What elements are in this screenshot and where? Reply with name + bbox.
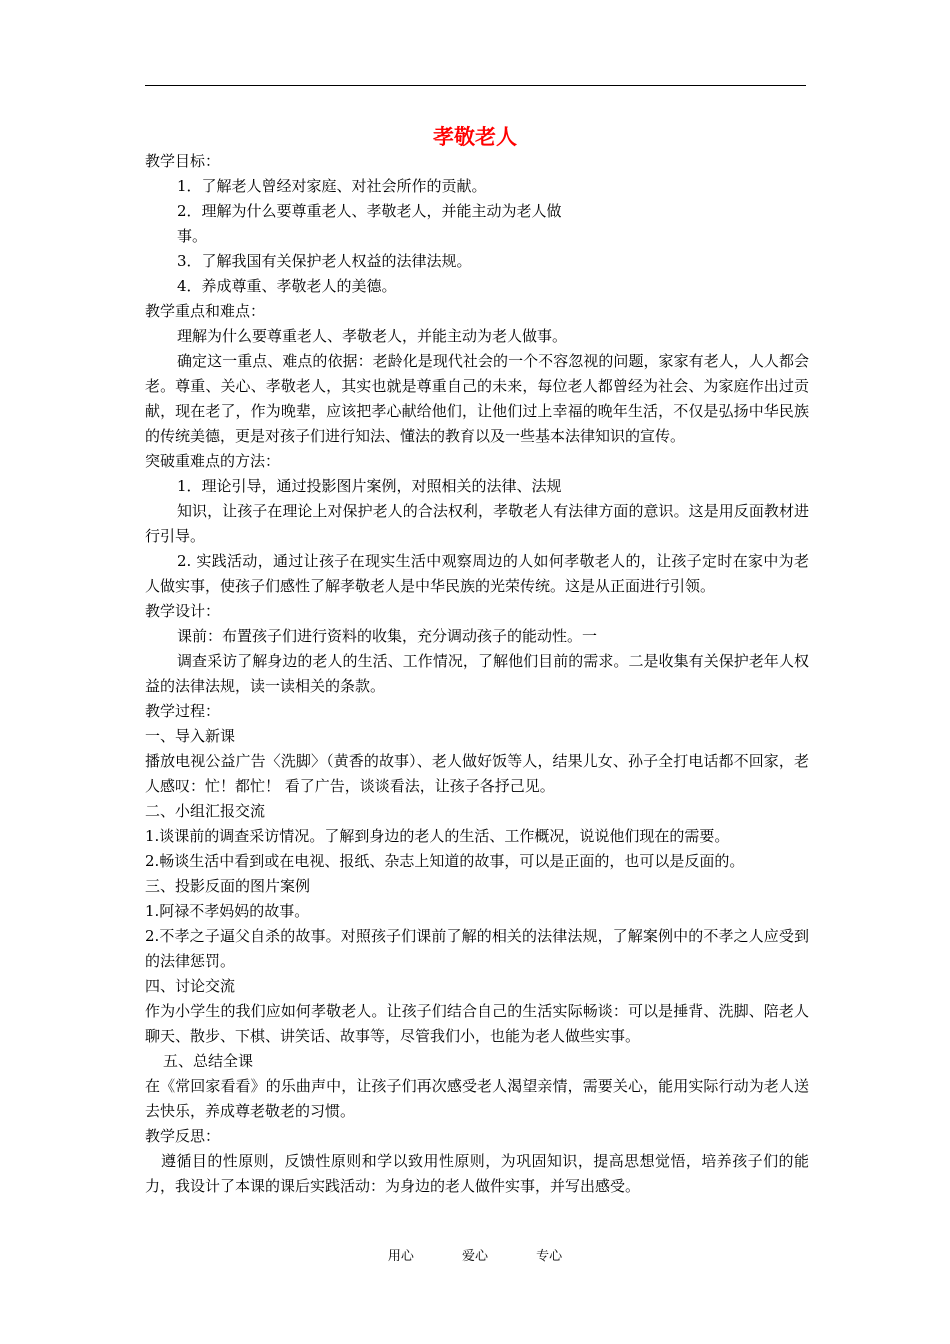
section-3-heading: 三、投影反面的图片案例 (145, 877, 311, 895)
design-heading: 教学设计： (145, 602, 221, 620)
goal-item: 事。 (177, 227, 208, 245)
key-point-basis: 确定这一重点、难点的依据：老龄化是现代社会的一个不容忽视的问题，家家有老人，人人都会老。尊重、关心、孝敬老人，其实也就是尊重自己的未来，每位老人都曾经为社会、为家庭作出过贡献，现在老了，作为晚辈，应该把孝心献给他们，让他们过上幸福的晚年生活，不仅是弘扬中华民族的传统美德，更是对孩子们进行知法、懂法的教育以及一些基本法律知识的宣传。 (145, 352, 809, 445)
section-1-text: 播放电视公益广告〈洗脚〉（黄香的故事）、老人做好饭等人，结果儿女、孙子全打电话都不回家，老人感叹：忙！都忙！ 看了广告，谈谈看法，让孩子各抒己见。 (145, 752, 809, 795)
section-2-item: 1.谈课前的调查采访情况。了解到身边的老人的生活、工作概况，说说他们现在的需要。 (145, 827, 730, 845)
section-2-item: 2.畅谈生活中看到或在电视、报纸、杂志上知道的故事，可以是正面的，也可以是反面的。 (145, 852, 745, 870)
page-title: 孝敬老人 (433, 124, 517, 149)
process-heading: 教学过程： (145, 702, 221, 720)
methods-heading: 突破重难点的方法： (145, 452, 281, 470)
goal-item: 1．了解老人曾经对家庭、对社会所作的贡献。 (177, 177, 487, 195)
design-line: 课前：布置孩子们进行资料的收集，充分调动孩子的能动性。一 (177, 627, 598, 645)
design-text: 调查采访了解身边的老人的生活、工作情况，了解他们目前的需求。二是收集有关保护老年人权益的法律法规，读一读相关的条款。 (145, 652, 809, 695)
footer-word: 专心 (536, 1249, 563, 1264)
goal-item: 2．理解为什么要尊重老人、孝敬老人，并能主动为老人做 (177, 202, 562, 220)
section-3-item: 2.不孝之子逼父自杀的故事。对照孩子们课前了解的相关的法律法规，了解案例中的不孝之人应受到的法律惩罚。 (145, 927, 809, 970)
method-1-line: 1．理论引导，通过投影图片案例，对照相关的法律、法规 (177, 477, 562, 495)
reflection-text: 遵循目的性原则，反馈性原则和学以致用性原则，为巩固知识，提高思想觉悟，培养孩子们的能力，我设计了本课的课后实践活动：为身边的老人做件实事，并写出感受。 (145, 1152, 809, 1195)
goal-item: 3．了解我国有关保护老人权益的法律法规。 (177, 252, 472, 270)
section-1-heading: 一、导入新课 (145, 727, 236, 745)
footer-word: 用心 (387, 1249, 414, 1264)
key-points-heading: 教学重点和难点： (145, 302, 266, 320)
key-point-line: 理解为什么要尊重老人、孝敬老人，并能主动为老人做事。 (177, 327, 568, 345)
footer-word: 爱心 (461, 1249, 488, 1264)
reflection-heading: 教学反思： (145, 1127, 221, 1145)
goal-item: 4．养成尊重、孝敬老人的美德。 (177, 277, 397, 295)
section-4-text: 作为小学生的我们应如何孝敬老人。让孩子们结合自己的生活实际畅谈：可以是捶背、洗脚、陪老人聊天、散步、下棋、讲笑话、故事等，尽管我们小，也能为老人做些实事。 (145, 1002, 809, 1045)
section-3-item: 1.阿禄不孝妈妈的故事。 (145, 902, 310, 920)
document-body (145, 149, 809, 1199)
header-rule (145, 85, 806, 86)
section-4-heading: 四、讨论交流 (145, 977, 236, 995)
section-5-text: 在《常回家看看》的乐曲声中，让孩子们再次感受老人渴望亲情，需要关心，能用实际行动为老人送去快乐，养成尊老敬老的习惯。 (145, 1077, 809, 1120)
method-2-text: 2. 实践活动，通过让孩子在现实生活中观察周边的人如何孝敬老人的，让孩子定时在家中为老人做实事，使孩子们感性了解孝敬老人是中华民族的光荣传统。这是从正面进行引领。 (145, 552, 809, 595)
method-1-text: 知识，让孩子在理论上对保护老人的合法权利，孝敬老人有法律方面的意识。这是用反面教材进行引导。 (145, 502, 809, 545)
section-5-heading: 五、总结全课 (163, 1052, 254, 1070)
goals-heading: 教学目标： (145, 152, 221, 170)
page-footer (0, 1248, 950, 1266)
section-2-heading: 二、小组汇报交流 (145, 802, 266, 820)
